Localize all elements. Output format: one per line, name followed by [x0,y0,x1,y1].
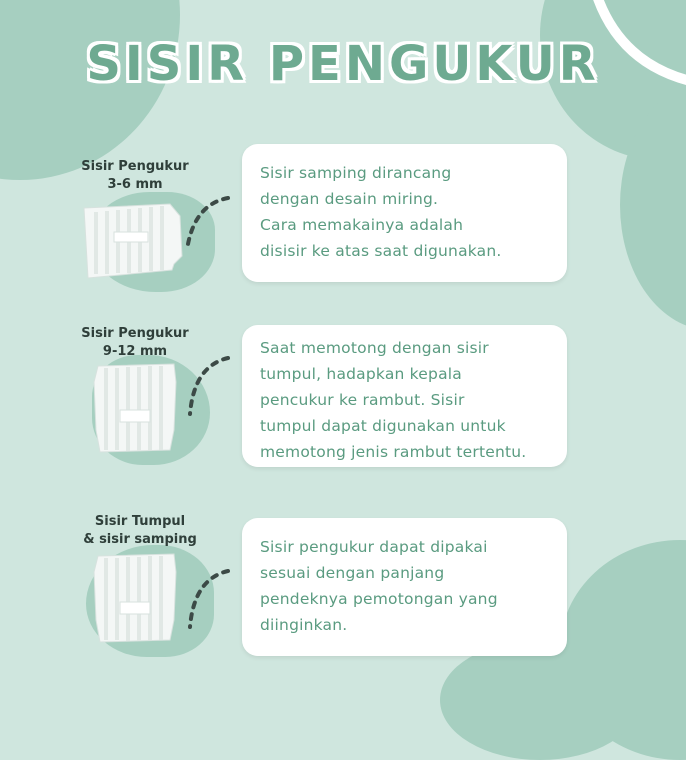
description-line: Saat memotong dengan sisir [260,339,489,357]
item-label-line: Sisir Tumpul [94,514,186,529]
description-line: Cara memakainya adalah [260,216,464,234]
bg-blob-bottom-mid [440,640,640,760]
item-label-line: 3-6 mm [107,177,163,192]
comb-guard-icon [90,360,182,458]
item-label-line: Sisir Pengukur [81,326,189,341]
description-line: dengan desain miring. [260,190,439,208]
description-line: sesuai dengan panjang [260,564,445,582]
description-line: pendeknya pemotongan yang [260,590,498,608]
dotted-connector-icon [176,192,236,252]
description-line: memotong jenis rambut tertentu. [260,443,527,461]
description-card [242,325,567,467]
comb-guard-icon [90,550,182,648]
description-line: tumpul, hadapkan kepala [260,365,462,383]
item-label [70,158,200,194]
page-title: SISIR PENGUKUR [86,36,600,92]
description-line: disisir ke atas saat digunakan. [260,242,502,260]
description-card [242,144,567,282]
comb-guard-icon [74,198,184,284]
item-label-line: Sisir Pengukur [81,159,189,174]
dotted-connector-icon [176,565,236,635]
item-label [70,513,210,549]
item-label-line: & sisir samping [83,532,197,547]
description-line: pencukur ke rambut. Sisir [260,391,465,409]
item-label-line: 9-12 mm [102,344,168,359]
description-line: Sisir pengukur dapat dipakai [260,538,488,556]
description-line: Sisir samping dirancang [260,164,452,182]
dotted-connector-icon [176,352,236,422]
description-line: tumpul dapat digunakan untuk [260,417,506,435]
description-card [242,518,567,656]
description-line: diinginkan. [260,616,348,634]
